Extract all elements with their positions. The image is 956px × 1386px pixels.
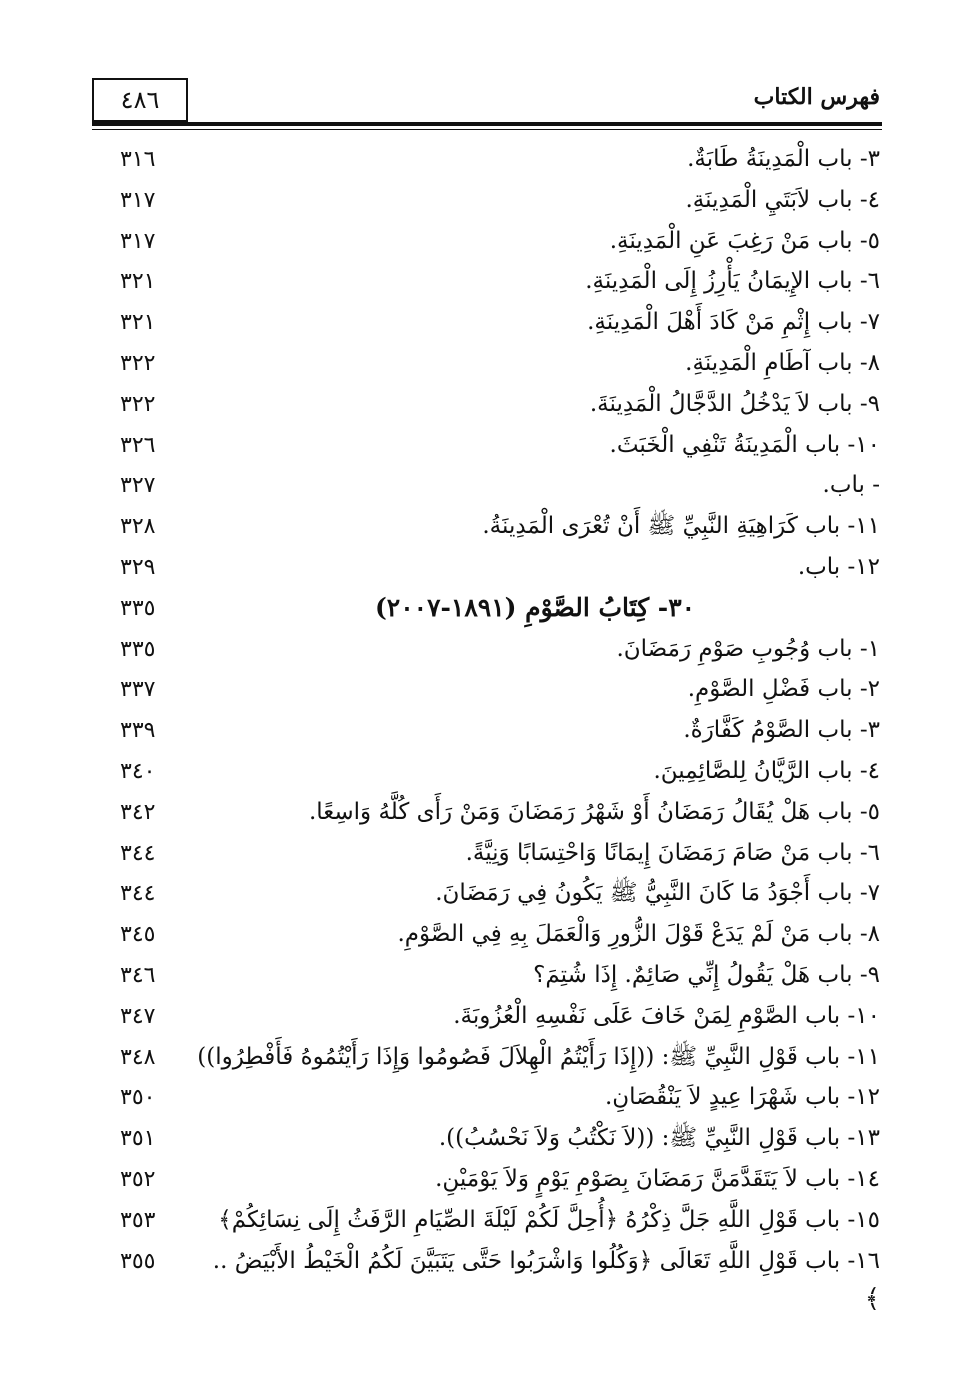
toc-entry-text: ٧- باب إِثْمِ مَنْ كَادَ أَهْلَ الْمَدِينَةِ. xyxy=(587,309,880,336)
toc-row xyxy=(120,385,880,426)
toc-entry-text: ١١- باب قَوْلِ النَّبِيِّ ﷺ: ((إِذَا رَأَيْتُمُ الْهِلاَلَ فَصُومُوا وَإِذَا رَأَيْتُمُوهُ فَأَفْطِرُوا)) xyxy=(197,1043,880,1070)
toc-row xyxy=(120,793,880,834)
toc-entry-text: ١٠- باب الصَّوْمِ لِمَنْ خَافَ عَلَى نَفْسِهِ الْعُزُوبَةَ. xyxy=(453,1002,880,1029)
toc-entry-text: ١١- باب كَرَاهِيَةِ النَّبِيِّ ﷺ أَنْ تُعْرَى الْمَدِينَةُ. xyxy=(482,513,880,540)
toc-page-number: ٣٢١ xyxy=(120,269,156,295)
toc-entry-text: ٨- باب مَنْ لَمْ يَدَعْ قَوْلَ الزُّورِ وَالْعَمَلَ بِهِ فِي الصَّوْمِ. xyxy=(397,921,880,948)
header-rule-thin xyxy=(92,129,882,130)
toc-page-number: ٣٣٩ xyxy=(120,718,156,744)
toc-entry-text: - باب. xyxy=(822,472,880,499)
toc-entry-text: ٦- باب الإِيمَانُ يَأْرِزُ إِلَى الْمَدِينَةِ. xyxy=(585,268,880,295)
toc-page-number: ٣٣٥ xyxy=(120,595,156,621)
continuation-bracket: ﴾ xyxy=(864,1284,880,1314)
toc-row xyxy=(120,344,880,385)
toc-entry-text: ١٠- باب الْمَدِينَةُ تَنْفِي الْخَبَثَ. xyxy=(609,431,880,458)
toc-entry-text: ٨- باب آطَامِ الْمَدِينَةِ. xyxy=(685,349,880,376)
toc-page-number: ٣٤٧ xyxy=(120,1003,156,1029)
toc-page-number: ٣٣٧ xyxy=(120,677,156,703)
toc-row xyxy=(120,915,880,956)
toc-row xyxy=(120,630,880,671)
toc-page-number: ٣٤٨ xyxy=(120,1044,156,1070)
toc-entry-text: ٥- باب مَنْ رَغِبَ عَنِ الْمَدِينَةِ. xyxy=(609,227,880,254)
toc-entry-text: ٧- باب أَجْوَدُ مَا كَانَ النَّبِيُّ ﷺ يَكُونُ فِي رَمَضَانَ. xyxy=(435,880,880,907)
toc-row xyxy=(120,303,880,344)
toc-page-number: ٣١٧ xyxy=(120,228,156,254)
header-rule-thick xyxy=(92,122,882,126)
toc-page-number: ٣٢٩ xyxy=(120,554,156,580)
toc-page-number: ٣٢٧ xyxy=(120,473,156,499)
toc-page-number: ٣٢٨ xyxy=(120,514,156,540)
toc-entry-text: ٩- باب لاَ يَدْخُلُ الدَّجَّالُ الْمَدِينَةَ. xyxy=(589,390,880,417)
toc-page-number: ٣٥٢ xyxy=(120,1166,156,1192)
toc-row xyxy=(120,466,880,507)
toc-entry-text: ١٤- باب لاَ يَتَقَدَّمَنَّ رَمَضَانَ بِصَوْمِ يَوْمٍ وَلاَ يَوْمَيْنِ. xyxy=(435,1165,880,1192)
toc-row xyxy=(120,262,880,303)
toc-row xyxy=(120,956,880,997)
toc-row xyxy=(120,752,880,793)
toc-page-number: ٣٥١ xyxy=(120,1126,156,1152)
toc-entry-text: ٢- باب فَضْلِ الصَّوْمِ. xyxy=(687,676,880,703)
toc-entry-text: ١٢- باب شَهْرَا عِيدٍ لاَ يَنْقُصَانِ. xyxy=(604,1084,880,1111)
toc-entry-text: ٣- باب الصَّوْمُ كَفَّارَةٌ. xyxy=(683,717,880,744)
toc-row xyxy=(120,222,880,263)
toc-row xyxy=(120,1242,880,1283)
toc-page-number: ٣٤٤ xyxy=(120,881,156,907)
toc-page-number: ٣٥٥ xyxy=(120,1248,156,1274)
toc-entry-text: ٩- باب هَلْ يَقُولُ إِنِّي صَائِمٌ. إِذَا شُتِمَ؟ xyxy=(533,961,880,988)
toc-page-number: ٣١٧ xyxy=(120,187,156,213)
book-heading-row xyxy=(120,589,880,630)
toc-page-number: ٣٢٢ xyxy=(120,391,156,417)
toc-row xyxy=(120,426,880,467)
toc-row xyxy=(120,1160,880,1201)
toc-page-number: ٣٤٥ xyxy=(120,922,156,948)
toc-entry-text: ١٦- باب قَوْلِ اللَّهِ تَعَالَى ﴿وَكُلُوا وَاشْرَبُوا حَتَّى يَتَبَيَّنَ لَكُمُ الْخَيْطُ الأَبْيَضُ .. xyxy=(212,1247,880,1274)
toc-row xyxy=(120,997,880,1038)
toc-entry-text: ١٥- باب قَوْلِ اللَّهِ جَلَّ ذِكْرُهُ ﴿أُحِلَّ لَكُمْ لَيْلَةَ الصِّيَامِ الرَّفَثُ إِلَى نِسَائِكُمْ﴾ xyxy=(218,1206,880,1233)
toc-entry-text: ١- باب وُجُوبِ صَوْمِ رَمَضَانَ. xyxy=(616,635,880,662)
toc-page-number: ٣٢١ xyxy=(120,310,156,336)
toc-page-number: ٣٥٠ xyxy=(120,1085,156,1111)
table-of-contents xyxy=(120,140,880,1282)
toc-page-number: ٣٣٥ xyxy=(120,636,156,662)
toc-entry-text: ٤- باب الرَّيَّانُ لِلصَّائِمِينَ. xyxy=(653,757,880,784)
toc-row xyxy=(120,1119,880,1160)
running-title: فهرس الكتاب xyxy=(753,84,880,110)
page-number: ٤٨٦ xyxy=(92,78,188,122)
toc-entry-text: ١٣- باب قَوْلِ النَّبِيِّ ﷺ: ((لاَ نَكْتُبُ وَلاَ نَحْسُبُ)). xyxy=(438,1125,880,1152)
toc-entry-text: ١٢- باب. xyxy=(797,553,880,580)
toc-entry-text: ٥- باب هَلْ يُقَالُ رَمَضَانُ أَوْ شَهْرُ رَمَضَانَ وَمَنْ رَأَى كُلَّهُ وَاسِعًا. xyxy=(308,798,880,825)
toc-row xyxy=(120,1078,880,1119)
toc-row xyxy=(120,711,880,752)
book-heading-text: ٣٠- كِتَابُ الصَّوْمِ (١٨٩١-٢٠٠٧) xyxy=(374,592,696,622)
toc-entry-text: ٤- باب لاَبَتَيِ الْمَدِينَةِ. xyxy=(685,186,880,213)
toc-page-number: ٣٤٠ xyxy=(120,758,156,784)
toc-row xyxy=(120,140,880,181)
toc-row xyxy=(120,1201,880,1242)
toc-row xyxy=(120,507,880,548)
toc-page-number: ٣٤٦ xyxy=(120,962,156,988)
toc-page-number: ٣٤٤ xyxy=(120,840,156,866)
toc-page-number: ٣٤٢ xyxy=(120,799,156,825)
toc-page-number: ٣٢٦ xyxy=(120,432,156,458)
page-header xyxy=(92,78,880,124)
toc-page-number: ٣١٦ xyxy=(120,147,156,172)
toc-row xyxy=(120,1038,880,1079)
toc-row xyxy=(120,181,880,222)
toc-entry-text: ٣- باب الْمَدِينَةُ طَابَةٌ. xyxy=(687,146,880,172)
toc-entry-text: ٦- باب مَنْ صَامَ رَمَضَانَ إِيمَانًا وَاحْتِسَابًا وَنِيَّةً. xyxy=(465,839,880,866)
toc-page-number: ٣٢٢ xyxy=(120,350,156,376)
toc-row xyxy=(120,670,880,711)
toc-row xyxy=(120,548,880,589)
toc-row xyxy=(120,874,880,915)
toc-page-number: ٣٥٣ xyxy=(120,1207,156,1233)
toc-row xyxy=(120,834,880,875)
